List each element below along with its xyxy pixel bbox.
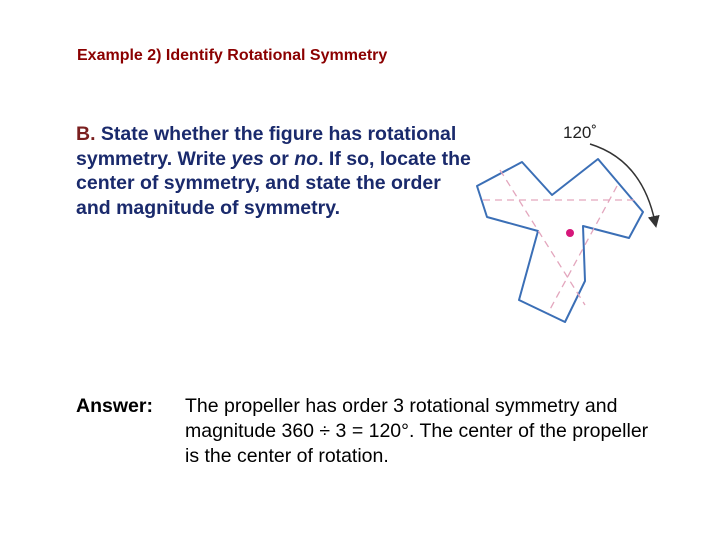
slide-title: Example 2) Identify Rotational Symmetry bbox=[77, 47, 388, 64]
propeller-outline bbox=[477, 159, 643, 322]
symmetry-line-right bbox=[548, 186, 617, 313]
center-dot bbox=[566, 229, 574, 237]
answer-label: Answer: bbox=[76, 395, 153, 417]
problem-text-part3: . If so, locate the center of symmetry, and state the order and magnitude of symmetry. bbox=[76, 147, 471, 219]
problem-statement bbox=[76, 122, 476, 220]
answer-block bbox=[76, 394, 696, 469]
answer-text: The propeller has order 3 rotational symmetry and magnitude 360 ÷ 3 = 120°. The center of the propeller is the center of rotation. bbox=[185, 395, 649, 467]
propeller-figure bbox=[470, 118, 670, 333]
symmetry-line-left bbox=[500, 170, 585, 305]
problem-text-part1: State whether the figure has rotational symmetry. Write bbox=[76, 123, 457, 170]
rotation-arc-arrow bbox=[590, 144, 655, 222]
problem-label: B. bbox=[76, 123, 96, 145]
angle-label: 120˚ bbox=[563, 123, 598, 142]
problem-text-part2: or bbox=[263, 147, 295, 170]
no-word: no bbox=[294, 147, 319, 170]
yes-word: yes bbox=[231, 147, 264, 170]
